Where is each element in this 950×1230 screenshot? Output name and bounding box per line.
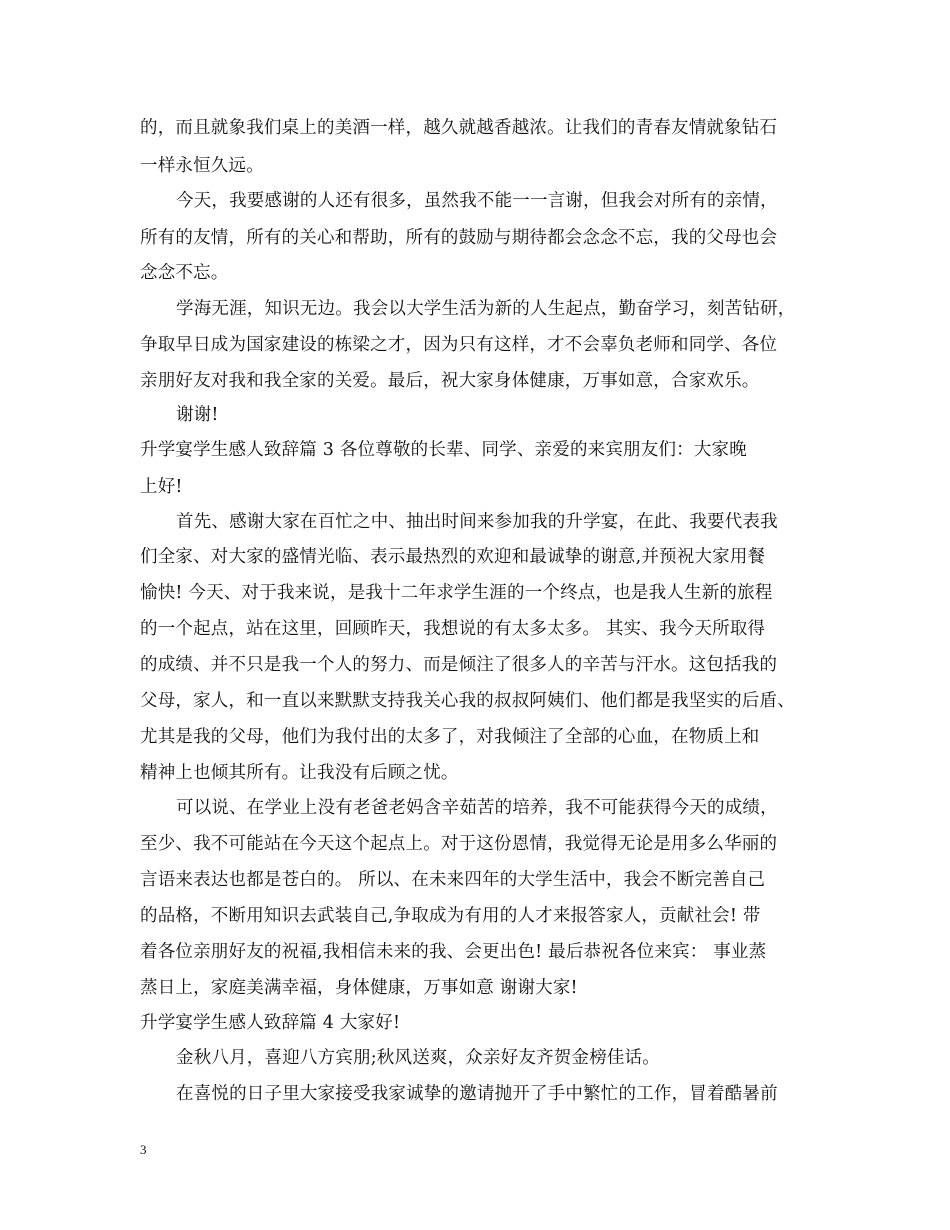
text-line: 一样永恒久远。 [140, 156, 264, 176]
text-line: 蒸日上，家庭美满幸福，身体健康，万事如意 谢谢大家! [140, 978, 578, 998]
text-line: 愉快! 今天、对于我来说，是我十二年求学生涯的一个终点，也是我人生新的旅程 [140, 583, 773, 603]
text-line: 学海无涯，知识无边。我会以大学生活为新的人生起点，勤奋学习，刻苦钻研， [176, 299, 796, 319]
text-line: 争取早日成为国家建设的栋梁之才，因为只有这样，才不会辜负老师和同学、各位 [140, 335, 778, 355]
text-line: 父母，家人，和一直以来默默支持我关心我的叔叔阿姨们、他们都是我坚实的后盾、 [140, 691, 795, 711]
text-line: 谢谢! [176, 405, 219, 425]
section-heading-line: 升学宴学生感人致辞篇 4 大家好! [140, 1013, 401, 1033]
text-line: 尤其是我的父母，他们为我付出的太多了，对我倾注了全部的心血，在物质上和 [140, 727, 760, 747]
text-line: 的品格，不断用知识去武装自己,争取成为有用的人才来报答家人，贡献社会! 带 [140, 906, 761, 926]
text-line: 念念不忘。 [140, 263, 229, 283]
text-line: 们全家、对大家的盛情光临、表示最热烈的欢迎和最诚挚的谢意,并预祝大家用餐 [140, 547, 766, 567]
text-line: 在喜悦的日子里大家接受我家诚挚的邀请抛开了手中繁忙的工作，冒着酷暑前 [176, 1084, 778, 1104]
text-line: 金秋八月，喜迎八方宾朋;秋风送爽，众亲好友齐贺金榜佳话。 [176, 1048, 660, 1068]
text-line: 今天，我要感谢的人还有很多，虽然我不能一一言谢，但我会对所有的亲情， [176, 191, 778, 211]
text-line: 着各位亲朋好友的祝福,我相信未来的我、会更出色! 最后恭祝各位来宾： 事业蒸 [140, 942, 767, 962]
text-line: 精神上也倾其所有。让我没有后顾之忧。 [140, 763, 459, 783]
section-heading-line: 升学宴学生感人致辞篇 3 各位尊敬的长辈、同学、亲爱的来宾朋友们：大家晚 [140, 440, 747, 460]
text-line: 上好! [140, 477, 183, 497]
text-line: 所有的友情，所有的关心和帮助，所有的鼓励与期待都会念念不忘，我的父母也会 [140, 228, 778, 248]
text-line: 首先、感谢大家在百忙之中、抽出时间来参加我的升学宴，在此、我要代表我 [176, 512, 778, 532]
text-line: 的成绩、并不只是我一个人的努力、而是倾注了很多人的辛苦与汗水。这包括我的 [140, 655, 778, 675]
text-line: 亲朋好友对我和我全家的关爱。最后，祝大家身体健康，万事如意，合家欢乐。 [140, 371, 760, 391]
text-line: 言语来表达也都是苍白的。 所以、在未来四年的大学生活中，我会不断完善自己 [140, 870, 766, 890]
text-line: 的一个起点，站在这里，回顾昨天，我想说的有太多太多。 其实、我今天所取得 [140, 619, 766, 639]
page-number: 3 [140, 1142, 147, 1157]
text-line: 可以说、在学业上没有老爸老妈含辛茹苦的培养，我不可能获得今天的成绩， [176, 798, 778, 818]
text-line: 的，而且就象我们桌上的美酒一样，越久就越香越浓。让我们的青春友情就象钻石 [140, 118, 778, 138]
text-line: 至少、我不可能站在今天这个起点上。对于这份恩情，我觉得无论是用多么华丽的 [140, 834, 778, 854]
